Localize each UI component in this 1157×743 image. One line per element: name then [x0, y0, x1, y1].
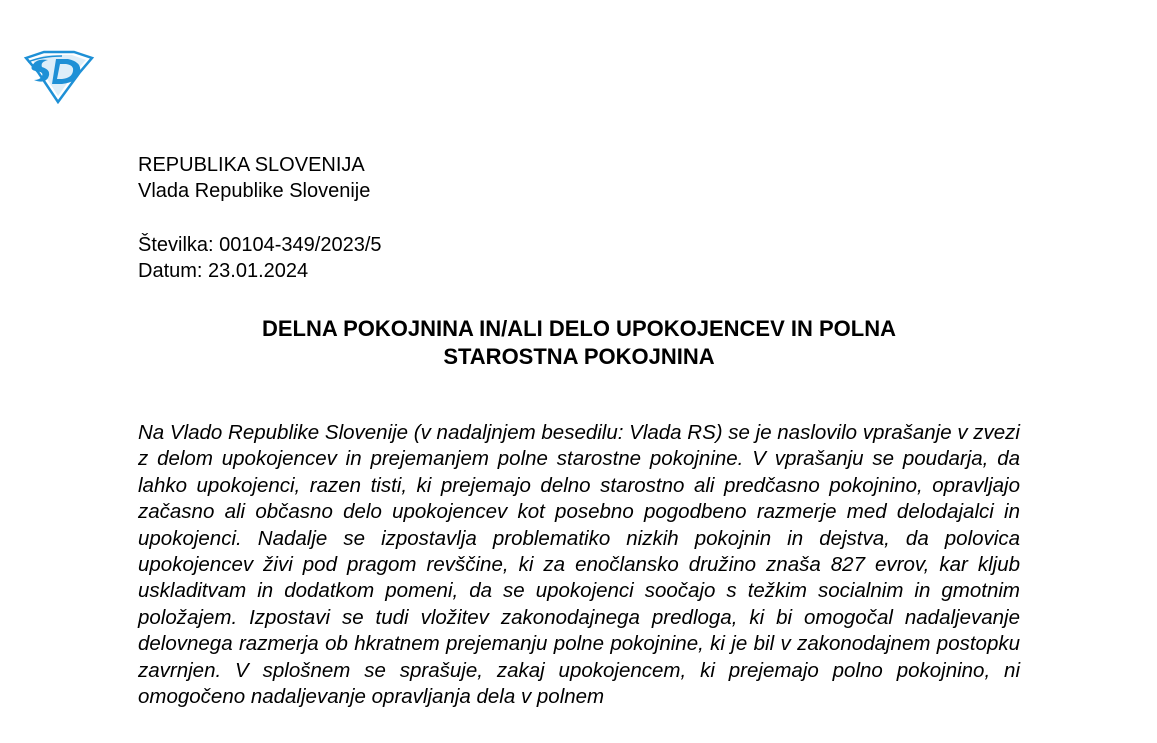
body-paragraph: Na Vlado Republike Slovenije (v nadaljnjem besedilu: Vlada RS) se je naslovilo vprašanje v zvezi z delom upokojencev in prejemanjem polne starostne pokojnine. V vprašanju se poudarja, da lahko upokojenci, razen tisti, ki prejemajo delno starostno ali predčasno pokojnino, opravljajo začasno ali občasno delo upokojencev kot posebno pogodbeno razmerje med delodajalci in upokojenci. Nadalje se izpostavlja problematiko nizkih pokojnin in dejstva, da polovica upokojencev živi pod pragom revščine, ki za enočlansko družino znaša 827 evrov, kar kljub uskladitvam in dodatkom pomeni, da se upokojenci soočajo s težkim socialnim in gmotnim položajem. Izpostavi se tudi vložitev zakonodajnega predloga, ki bi omogočal nadaljevanje delovnega razmerja ob hkratnem prejemanju polne pokojnine, ki je bil v zakonodajnem postopku zavrnjen. V splošnem se sprašuje, zakaj upokojencem, ki prejemajo polno pokojnino, ni omogočeno nadaljevanje opravljanja dela v polnem: [138, 421, 1020, 709]
issuer-header: [138, 152, 370, 204]
title-line-2: STAROSTNA POKOJNINA: [443, 344, 715, 369]
document-date: Datum: 23.01.2024: [138, 260, 309, 282]
country-name: REPUBLIKA SLOVENIJA: [138, 154, 365, 176]
government-name: Vlada Republike Slovenije: [138, 180, 371, 202]
title-line-1: DELNA POKOJNINA IN/ALI DELO UPOKOJENCEV IN POLNA: [262, 316, 896, 341]
document-reference: [138, 232, 382, 284]
document-number: Številka: 00104-349/2023/5: [138, 234, 382, 256]
sd-logo: [22, 50, 96, 104]
document-title: [138, 315, 1020, 371]
sd-shield-logo-icon: [22, 50, 96, 104]
